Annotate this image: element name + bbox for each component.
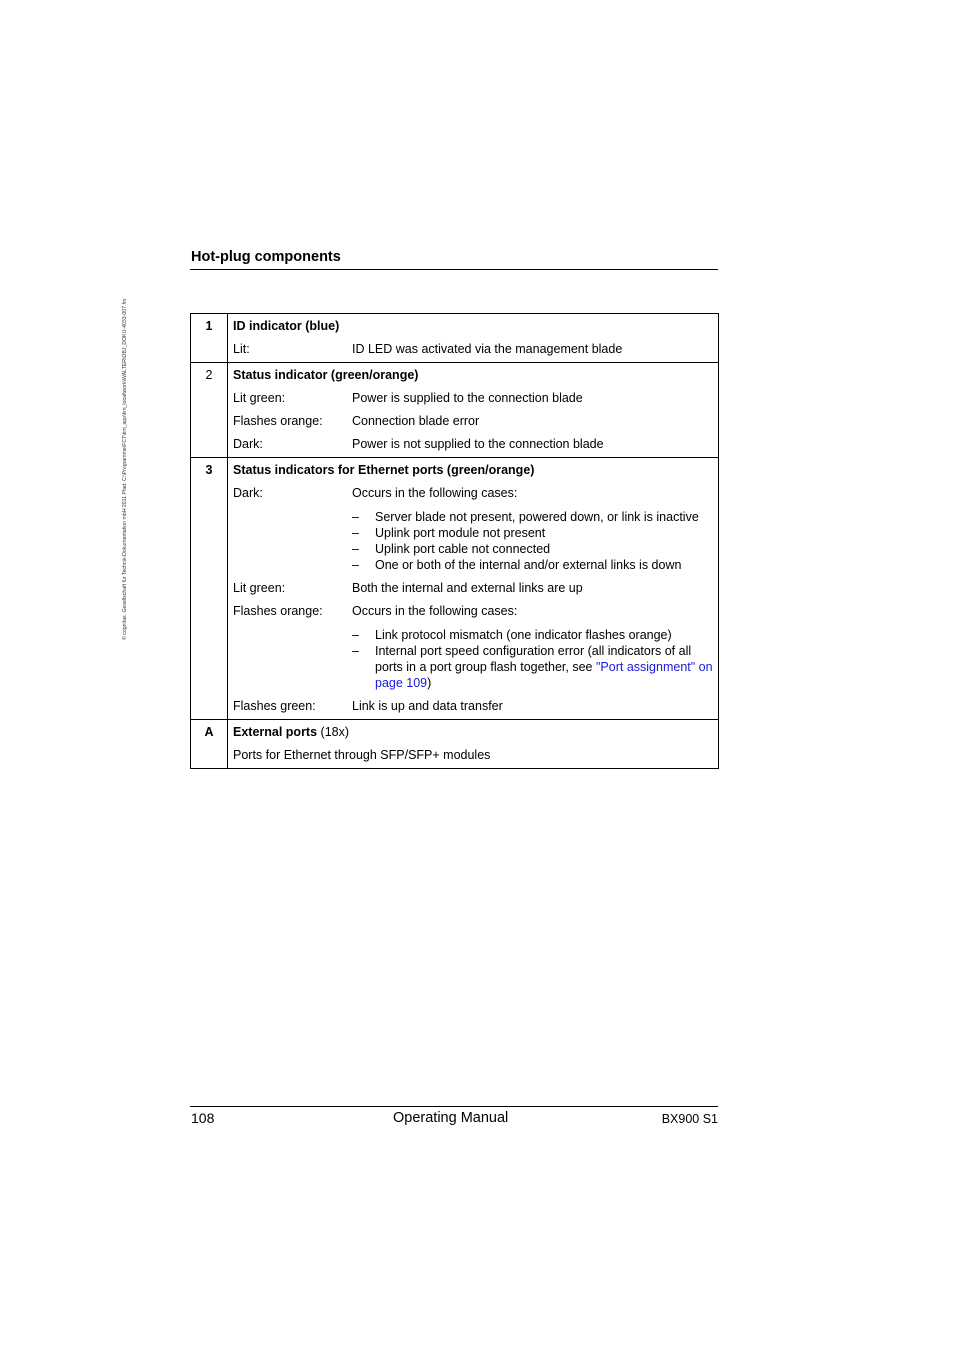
entry-row — [228, 334, 718, 362]
footer-rule — [190, 1106, 718, 1107]
entry-label: Lit green: — [233, 391, 286, 405]
entry-label: Lit: — [233, 342, 250, 356]
row-title-suffix: (18x) — [317, 725, 350, 739]
dash-bullet: – — [352, 644, 359, 658]
entry-row — [228, 573, 718, 596]
list-item-text: Uplink port cable not connected — [375, 542, 551, 556]
list-item-text: Uplink port module not present — [375, 526, 546, 540]
entry-label: Flashes green: — [233, 699, 316, 713]
row-title: Status indicator (green/orange) — [233, 368, 419, 382]
entry-row — [228, 691, 718, 719]
entry-row — [228, 429, 718, 457]
dash-bullet: – — [352, 542, 359, 556]
entry-label: Dark: — [233, 486, 263, 500]
list-item — [352, 627, 718, 643]
orange-cases-list — [228, 627, 718, 691]
list-item — [352, 643, 718, 691]
list-item-text: Internal port speed configuration error (all indicators of all ports in a port group flash together, see — [375, 644, 692, 674]
row-content — [228, 363, 719, 458]
port-assignment-link[interactable]: "Port assignment" on page 109 — [375, 660, 713, 690]
table-row-1 — [191, 314, 719, 363]
row-key: 2 — [191, 363, 228, 458]
margin-path-note: © cognitas. Gesellschaft für Technik-Dokumentation mbH 2011 Pfad: C:\Programme\FCT\tim_app\tim_local\work\WALTER\OBJ_DOKU-4033-007.fm — [122, 298, 128, 640]
title-rule — [190, 269, 718, 270]
list-item-text: One or both of the internal and/or external links is down — [375, 558, 682, 572]
row-title — [228, 720, 718, 740]
page-number: 108 — [191, 1110, 215, 1126]
row-title-bold: External ports — [233, 725, 318, 739]
list-item-text-suffix: ) — [427, 676, 432, 690]
dark-cases-list — [228, 509, 718, 573]
entry-value: ID LED was activated via the management blade — [352, 342, 623, 356]
entry-value: Occurs in the following cases: — [352, 604, 518, 618]
row-content — [228, 458, 719, 720]
document-title: Operating Manual — [393, 1110, 509, 1126]
dash-bullet: – — [352, 558, 359, 572]
entry-row — [228, 478, 718, 501]
entry-label: Flashes orange: — [233, 414, 323, 428]
list-item — [352, 509, 718, 525]
indicator-table — [190, 313, 719, 769]
row-title: ID indicator (blue) — [233, 319, 340, 333]
entry-label: Flashes orange: — [233, 604, 323, 618]
list-item — [352, 541, 718, 557]
entry-value: Link is up and data transfer — [352, 699, 503, 713]
dash-bullet: – — [352, 510, 359, 524]
table-row-2 — [191, 363, 719, 458]
entry-label: Lit green: — [233, 581, 286, 595]
entry-value: Occurs in the following cases: — [352, 486, 518, 500]
entry-row — [228, 596, 718, 619]
entry-row — [228, 406, 718, 429]
list-item-text: Server blade not present, powered down, or link is inactive — [375, 510, 699, 524]
row-content — [228, 720, 719, 769]
table-row-3 — [191, 458, 719, 720]
list-item — [352, 525, 718, 541]
entry-value: Power is supplied to the connection blade — [352, 391, 583, 405]
list-item-text: Link protocol mismatch (one indicator flashes orange) — [375, 628, 672, 642]
section-title: Hot-plug components — [191, 249, 341, 265]
entry-row — [228, 383, 718, 406]
row-key: A — [191, 720, 228, 769]
dash-bullet: – — [352, 628, 359, 642]
row-title: Status indicators for Ethernet ports (green/orange) — [233, 463, 535, 477]
table-row-a — [191, 720, 719, 769]
row-key: 1 — [191, 314, 228, 363]
entry-value: Power is not supplied to the connection blade — [352, 437, 604, 451]
row-text: Ports for Ethernet through SFP/SFP+ modules — [233, 748, 491, 762]
entry-value: Both the internal and external links are up — [352, 581, 583, 595]
product-name: BX900 S1 — [661, 1112, 718, 1126]
entry-value: Connection blade error — [352, 414, 480, 428]
row-key: 3 — [191, 458, 228, 720]
row-content — [228, 314, 719, 363]
list-item — [352, 557, 718, 573]
entry-label: Dark: — [233, 437, 263, 451]
dash-bullet: – — [352, 526, 359, 540]
